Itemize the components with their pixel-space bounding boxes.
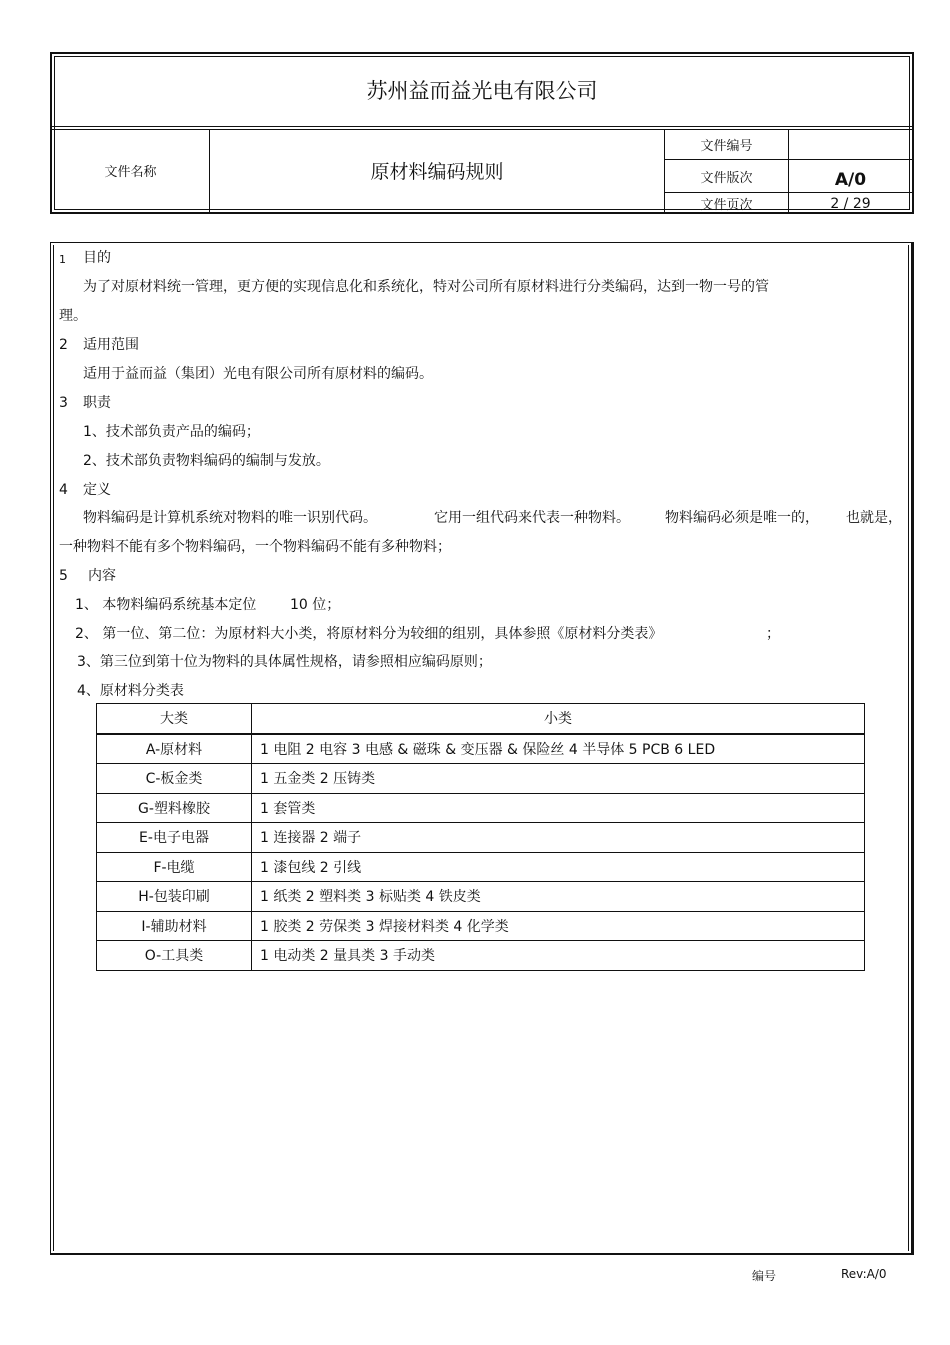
table-row [97,911,865,941]
minor-category-cell: 1 连接器 2 端子 [252,823,865,853]
section-2-title: 适用范围 [83,337,139,353]
document-info-grid [52,129,912,212]
table-row [97,793,865,823]
minor-category-cell: 1 胶类 2 劳保类 3 焊接材料类 4 化学类 [252,911,865,941]
header-minor-category: 小类 [252,704,865,734]
section-4-paragraph-c: 物料编码必须是唯一的， [665,510,819,526]
header-divider [52,126,912,127]
minor-category-cell: 1 套管类 [252,793,865,823]
version-label: 文件版次 [665,160,789,193]
version-value: A/0 [789,160,912,193]
section-3-item-1: 1、技术部负责产品的编码； [83,424,260,440]
section-5-item-2b: ； [766,626,780,642]
table-row [97,852,865,882]
section-5-title: 内容 [88,568,116,584]
section-4-paragraph-b: 它用一组代码来代表一种物料。 [434,510,630,526]
section-2-paragraph: 适用于益而益（集团）光电有限公司所有原材料的编码。 [83,366,433,382]
doc-number-label: 文件编号 [665,129,789,160]
section-5-item-4: 4、原材料分类表 [77,683,184,699]
major-category-cell: E-电子电器 [97,823,252,853]
table-row [97,823,865,853]
minor-category-cell: 1 漆包线 2 引线 [252,852,865,882]
section-5-item-3: 3、第三位到第十位为物料的具体属性规格，请参照相应编码原则； [77,654,492,670]
minor-category-cell: 1 五金类 2 压铸类 [252,764,865,794]
section-4-paragraph-d: 也就是， [846,510,902,526]
table-row [97,734,865,764]
section-1-title: 目的 [83,250,111,266]
footer-revision: Rev:A/0 [841,1267,887,1281]
section-4-number: 4 [59,482,68,498]
section-5-item-1a: 1、 本物料编码系统基本定位 [75,597,257,613]
section-3-title: 职责 [83,395,111,411]
major-category-cell: F-电缆 [97,852,252,882]
section-5-item-1b: 10 位； [290,597,341,613]
section-1-number: 1 [59,253,66,266]
minor-category-cell: 1 电动类 2 量具类 3 手动类 [252,941,865,971]
section-3-number: 3 [59,395,68,411]
page-value: 2 / 29 [830,195,871,212]
file-name-label: 文件名称 [52,129,210,212]
section-4-paragraph-cont: 一种物料不能有多个物料编码，一个物料编码不能有多种物料； [59,539,451,555]
section-4-paragraph-a: 物料编码是计算机系统对物料的唯一识别代码。 [83,510,377,526]
section-3-item-2: 2、技术部负责物料编码的编制与发放。 [83,453,330,469]
minor-category-cell: 1 电阻 2 电容 3 电感 & 磁珠 & 变压器 & 保险丝 4 半导体 5 PCB 6 LED [252,734,865,764]
major-category-cell: H-包装印刷 [97,882,252,912]
section-1-paragraph: 为了对原材料统一管理，更方便的实现信息化和系统化，特对公司所有原材料进行分类编码，达到一物一号的管 [83,279,769,295]
page-label: 文件页次 [665,193,789,214]
material-classification-table [96,703,865,971]
section-5-number: 5 [59,568,68,584]
table-header-row [97,704,865,734]
major-category-cell: A-原材料 [97,734,252,764]
footer-code-label: 编号 [752,1269,777,1283]
header-major-category: 大类 [97,704,252,734]
table-row [97,882,865,912]
document-title: 原材料编码规则 [210,129,665,212]
table-row [97,764,865,794]
document-header [50,52,914,214]
section-1-paragraph-cont: 理。 [59,308,87,324]
section-5-item-2a: 2、 第一位、第二位：为原材料大小类，将原材料分为较细的组别，具体参照《原材料分类表》 [75,626,663,642]
doc-number-value [789,129,912,160]
table-row [97,941,865,971]
major-category-cell: C-板金类 [97,764,252,794]
section-2-number: 2 [59,337,68,353]
minor-category-cell: 1 纸类 2 塑料类 3 标贴类 4 铁皮类 [252,882,865,912]
company-name: 苏州益而益光电有限公司 [366,79,598,103]
major-category-cell: G-塑料橡胶 [97,793,252,823]
section-4-title: 定义 [83,482,111,498]
major-category-cell: I-辅助材料 [97,911,252,941]
major-category-cell: O-工具类 [97,941,252,971]
